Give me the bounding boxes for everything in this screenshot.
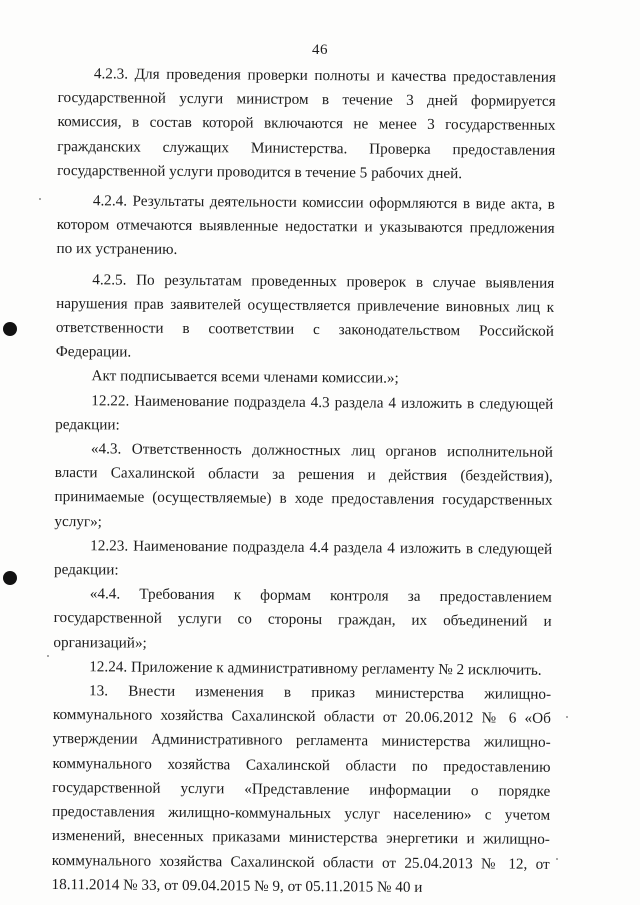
punch-hole-bottom — [3, 571, 17, 585]
page-number: 46 — [312, 42, 328, 58]
paragraph-12-22: 12.22. Наименование подраздела 4.3 раздела 4 изложить в следующей редакции: — [55, 391, 554, 434]
paragraph-act-signature: Акт подписывается всеми членами комиссии.»; — [91, 367, 399, 388]
document-body — [51, 62, 556, 901]
scan-speck — [47, 655, 49, 657]
paragraph-13: 13. Внести изменения в приказ министерства жилищно-коммунального хозяйства Сахалинской области от 20.06.2012 № 6 «Об утверждении Административного регламента министерства жилищно-коммунального хозяйства Сахалинской области по предоставлению государственной услуги «Представление информации о порядке предоставления жилищно-коммунальных услуг населению» с учетом изменений, внесенных приказами министерства энергетики и жилищно-коммунального хозяйства Сахалинской области от 25.04.2013 № 12, от 18.11.2014 № 33, от 09.04.2015 № 9, от 05.11.2015 № 40 и — [51, 682, 552, 896]
paragraph-4-2-4: 4.2.4. Результаты деятельности комиссии оформляются в виде акта, в котором отмечаются выявленные недостатки и указываются предложения по их устранению. — [56, 192, 555, 259]
paragraph-4-2-5: 4.2.5. По результатам проведенных проверок в случае выявления нарушения прав заявителей осуществляется привлечение виновных лиц к ответственности в соответствии с законодательством Российской Федерации. — [55, 270, 555, 361]
paragraph-12-24: 12.24. Приложение к административному регламенту № 2 исключить. — [89, 658, 542, 679]
scan-speck — [556, 858, 558, 860]
scan-speck — [566, 716, 568, 718]
paragraph-4-4-title: «4.4. Требования к формам контроля за предоставлением государственной услуги со стороны граждан, их объединений и организаций»; — [53, 585, 552, 652]
paragraph-4-3-title: «4.3. Ответственность должностных лиц органов исполнительной власти Сахалинской области за решения и действия (бездействия), принимаемые (осуществляемые) в ходе предоставления государственных услуг»; — [54, 440, 554, 531]
scan-speck — [39, 198, 41, 200]
punch-hole-top — [3, 322, 17, 336]
paragraph-4-2-3: 4.2.3. Для проведения проверки полноты и качества предоставления государственной услуги министром в течение 3 дней формируется комиссия, в состав которой включаются не менее 3 государственных гражданских служащих Министерства. Проверка предоставления государственной услуги проводится в течение 5 рабочих дней. — [57, 65, 556, 182]
paragraph-12-23: 12.23. Наименование подраздела 4.4 раздела 4 изложить в следующей редакции: — [53, 537, 553, 579]
